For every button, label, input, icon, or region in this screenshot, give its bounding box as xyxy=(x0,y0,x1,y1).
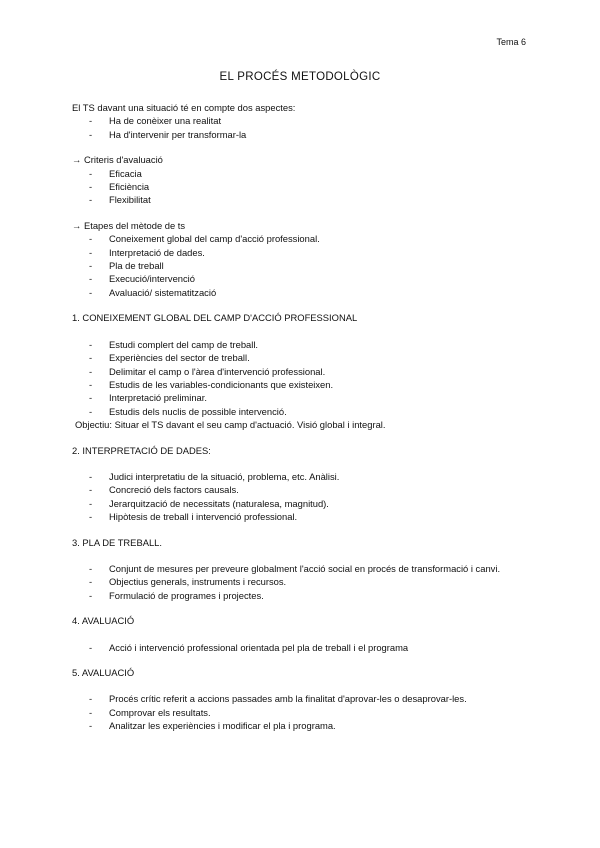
section3-heading: 3. PLA DE TREBALL. xyxy=(72,536,162,548)
list-item xyxy=(72,193,530,206)
list-item-text: Conjunt de mesures per preveure globalment l'acció social en procés de transformació i canvi. xyxy=(109,562,501,574)
dash-bullet-icon: - xyxy=(89,365,93,377)
list-item-text: Ha de conèixer una realitat xyxy=(109,115,222,127)
list-item-text: Procés crític referit a accions passades amb la finalitat d'aprovar-les o desaprovar-les. xyxy=(109,693,467,705)
intro-list xyxy=(72,114,530,141)
list-item xyxy=(72,719,530,732)
list-item xyxy=(72,562,530,575)
dash-bullet-icon: - xyxy=(89,378,93,390)
list-item xyxy=(72,692,530,705)
list-item xyxy=(72,706,530,719)
list-item-text: Coneixement global del camp d'acció professional. xyxy=(109,233,320,245)
list-item xyxy=(72,167,530,180)
list-item xyxy=(72,391,530,404)
section1-list xyxy=(72,338,530,418)
dash-bullet-icon: - xyxy=(89,260,93,272)
list-item xyxy=(72,575,530,588)
dash-bullet-icon: - xyxy=(89,511,93,523)
list-item-text: Ha d'intervenir per transformar-la xyxy=(109,128,247,140)
dash-bullet-icon: - xyxy=(89,693,93,705)
list-item xyxy=(72,641,530,654)
list-item xyxy=(72,497,530,510)
dash-bullet-icon: - xyxy=(89,470,93,482)
dash-bullet-icon: - xyxy=(89,167,93,179)
list-item xyxy=(72,365,530,378)
list-item xyxy=(72,470,530,483)
list-item xyxy=(72,589,530,602)
dash-bullet-icon: - xyxy=(89,484,93,496)
dash-bullet-icon: - xyxy=(89,706,93,718)
section4-heading: 4. AVALUACIÓ xyxy=(72,615,135,627)
dash-bullet-icon: - xyxy=(89,392,93,404)
list-item-text: Hipòtesis de treball i intervenció professional. xyxy=(109,511,298,523)
section2-list xyxy=(72,470,530,524)
list-item-text: Estudis de les variables-condicionants que existeixen. xyxy=(109,378,334,390)
dash-bullet-icon: - xyxy=(89,246,93,258)
list-item xyxy=(72,259,530,272)
stages-heading: → Etapes del mètode de ts xyxy=(72,219,186,231)
list-item xyxy=(72,272,530,285)
list-item-text: Concreció dels factors causals. xyxy=(109,484,239,496)
list-item-text: Judici interpretatiu de la situació, problema, etc. Anàlisi. xyxy=(109,470,340,482)
stages-list xyxy=(72,232,530,299)
section2-heading: 2. INTERPRETACIÓ DE DADES: xyxy=(72,444,211,456)
dash-bullet-icon: - xyxy=(89,128,93,140)
section3-list xyxy=(72,562,530,602)
dash-bullet-icon: - xyxy=(89,562,93,574)
list-item-text: Interpretació preliminar. xyxy=(109,392,207,404)
list-item-text: Estudi complert del camp de treball. xyxy=(109,338,259,350)
list-item xyxy=(72,483,530,496)
list-item-text: Jerarquització de necessitats (naturalesa, magnitud). xyxy=(109,497,329,509)
list-item-text: Eficiència xyxy=(109,181,150,193)
section1-objective: Objectiu: Situar el TS davant el seu camp d'actuació. Visió global i integral. xyxy=(75,419,386,431)
list-item-text: Flexibilitat xyxy=(109,194,151,206)
dash-bullet-icon: - xyxy=(89,194,93,206)
section4-list xyxy=(72,641,530,654)
list-item-text: Execució/intervenció xyxy=(109,273,195,285)
dash-bullet-icon: - xyxy=(89,352,93,364)
list-item-text: Formulació de programes i projectes. xyxy=(109,589,264,601)
list-item xyxy=(72,338,530,351)
list-item xyxy=(72,128,530,141)
list-item-text: Eficacia xyxy=(109,167,142,179)
page-header-topic: Tema 6 xyxy=(496,37,526,47)
dash-bullet-icon: - xyxy=(89,720,93,732)
dash-bullet-icon: - xyxy=(89,338,93,350)
list-item-text: Pla de treball xyxy=(109,260,164,272)
list-item xyxy=(72,286,530,299)
section5-heading: 5. AVALUACIÓ xyxy=(72,667,135,678)
intro-text: El TS davant una situació té en compte dos aspectes: xyxy=(72,102,296,113)
section5-list xyxy=(72,692,530,732)
list-item-text: Analitzar les experiències i modificar el pla i programa. xyxy=(109,720,336,732)
list-item-text: Experiències del sector de treball. xyxy=(109,352,250,364)
criteria-list xyxy=(72,167,530,207)
list-item-text: Avaluació/ sistematització xyxy=(109,286,217,298)
dash-bullet-icon: - xyxy=(89,405,93,417)
list-item xyxy=(72,351,530,364)
list-item-text: Objectius generals, instruments i recursos. xyxy=(109,576,287,588)
document-body xyxy=(72,101,530,733)
list-item xyxy=(72,114,530,127)
dash-bullet-icon: - xyxy=(89,233,93,245)
criteria-heading: → Criteris d'avaluació xyxy=(72,154,163,166)
dash-bullet-icon: - xyxy=(89,181,93,193)
list-item-text: Comprovar els resultats. xyxy=(109,706,211,718)
list-item xyxy=(72,180,530,193)
list-item xyxy=(72,246,530,259)
list-item-text: Estudis dels nuclis de possible intervenció. xyxy=(109,405,287,417)
dash-bullet-icon: - xyxy=(89,641,93,653)
dash-bullet-icon: - xyxy=(89,576,93,588)
dash-bullet-icon: - xyxy=(89,115,93,127)
dash-bullet-icon: - xyxy=(89,589,93,601)
list-item xyxy=(72,378,530,391)
dash-bullet-icon: - xyxy=(89,273,93,285)
dash-bullet-icon: - xyxy=(89,497,93,509)
list-item-text: Delimitar el camp o l'àrea d'intervenció professional. xyxy=(109,365,326,377)
list-item xyxy=(72,405,530,418)
list-item xyxy=(72,232,530,245)
dash-bullet-icon: - xyxy=(89,286,93,298)
list-item-text: Acció i intervenció professional orientada pel pla de treball i el programa xyxy=(109,641,409,653)
document-title: EL PROCÉS METODOLÒGIC xyxy=(219,71,381,83)
list-item xyxy=(72,510,530,523)
section1-heading: 1. CONEIXEMENT GLOBAL DEL CAMP D'ACCIÓ PROFESSIONAL xyxy=(72,312,358,324)
list-item-text: Interpretació de dades. xyxy=(109,246,205,258)
